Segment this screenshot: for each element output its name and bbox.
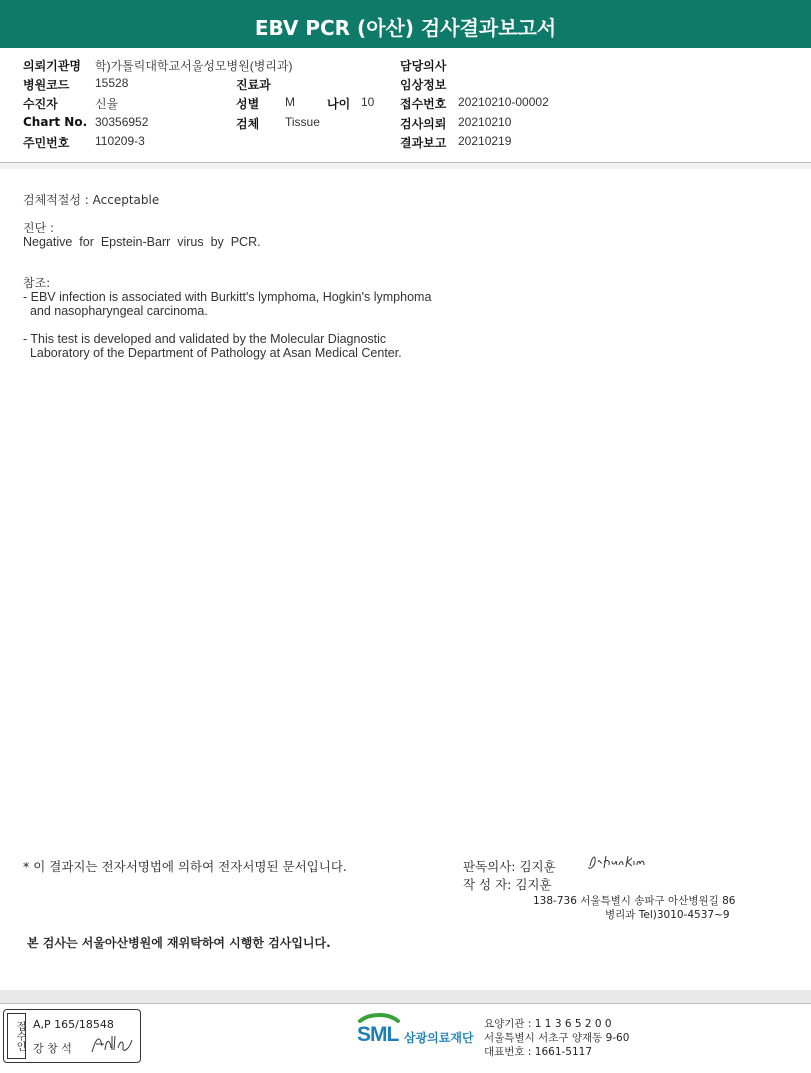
esign-note: * 이 결과지는 전자서명법에 의하여 전자서명된 문서입니다.: [23, 859, 347, 874]
chart-value: 30356952: [95, 115, 149, 129]
footer-divider-band: [0, 990, 811, 1003]
address: 138-736 서울특별시 송파구 아산병원길 86: [533, 895, 736, 907]
footer-divider: [0, 1003, 811, 1004]
age-label: 나이: [327, 97, 351, 111]
hospital-code-label: 병원코드: [23, 78, 70, 92]
resident-value: 110209-3: [95, 134, 145, 148]
receipt-value: 20210210-00002: [458, 95, 549, 109]
signature-image: [586, 852, 650, 872]
sex-label: 성별: [236, 97, 260, 111]
institution-label: 의뢰기관명: [23, 59, 81, 73]
report-date-label: 결과보고: [400, 136, 447, 150]
report-date-value: 20210219: [458, 134, 512, 148]
request-value: 20210210: [458, 115, 512, 129]
patient-value: 신율: [95, 97, 119, 111]
specimen-label: 검체: [236, 117, 260, 131]
resident-label: 주민번호: [23, 136, 70, 150]
specimen-value: Tissue: [285, 115, 320, 129]
stamp-signature: [90, 1032, 134, 1056]
stamp-tag: 접수인: [7, 1013, 26, 1059]
clinical-label: 임상정보: [400, 78, 447, 92]
reference-label: 참조:: [23, 276, 51, 290]
reference-2-line-2: Laboratory of the Department of Pathology at Asan Medical Center.: [23, 346, 402, 360]
diagnosis-label: 진단 :: [23, 221, 55, 235]
reading-doctor: 판독의사: 김지훈: [463, 859, 556, 874]
receipt-label: 접수번호: [400, 97, 447, 111]
consignment-note: 본 검사는 서울아산병원에 재위탁하여 시행한 검사입니다.: [27, 936, 331, 950]
care-institution: 요양기관 : 1 1 3 6 5 2 0 0: [484, 1018, 612, 1030]
header-divider-band: [0, 163, 811, 169]
reference-1-line-2: and nasopharyngeal carcinoma.: [23, 304, 208, 318]
company-address: 서울특별시 서초구 양재동 9-60: [484, 1032, 630, 1044]
stamp-line-1: A,P 165/18548: [33, 1018, 114, 1031]
department-tel: 병리과 Tel)3010-4537~9: [605, 909, 730, 921]
foundation-name: 삼광의료재단: [404, 1031, 474, 1045]
patient-label: 수진자: [23, 97, 58, 111]
sml-logo: [356, 1013, 402, 1053]
dept-label: 진료과: [236, 78, 271, 92]
author: 작 성 자: 김지훈: [463, 877, 552, 892]
request-label: 검사의뢰: [400, 117, 447, 131]
institution-value: 학)가톨릭대학교서울성모병원(병리과): [95, 59, 293, 73]
doctor-label: 담당의사: [400, 59, 447, 73]
sml-logo-text: SML: [357, 1023, 399, 1046]
sex-value: M: [285, 95, 295, 109]
chart-label: Chart No.: [23, 115, 88, 129]
reference-2-line-1: - This test is developed and validated by the Molecular Diagnostic: [23, 332, 387, 346]
reading-signature: [586, 852, 650, 876]
hospital-code-value: 15528: [95, 76, 129, 90]
receipt-stamp: [3, 1009, 141, 1063]
specimen-adequacy: 검체적절성 : Acceptable: [23, 193, 160, 207]
report-title: EBV PCR (아산) 검사결과보고서: [0, 0, 811, 48]
stamp-line-2: 강 창 석: [33, 1042, 72, 1055]
main-phone: 대표번호 : 1661-5117: [484, 1046, 593, 1058]
age-value: 10: [361, 95, 375, 109]
diagnosis-text: Negative for Epstein-Barr virus by PCR.: [23, 235, 261, 249]
reference-1-line-1: - EBV infection is associated with Burkitt's lymphoma, Hogkin's lymphoma: [23, 290, 432, 304]
